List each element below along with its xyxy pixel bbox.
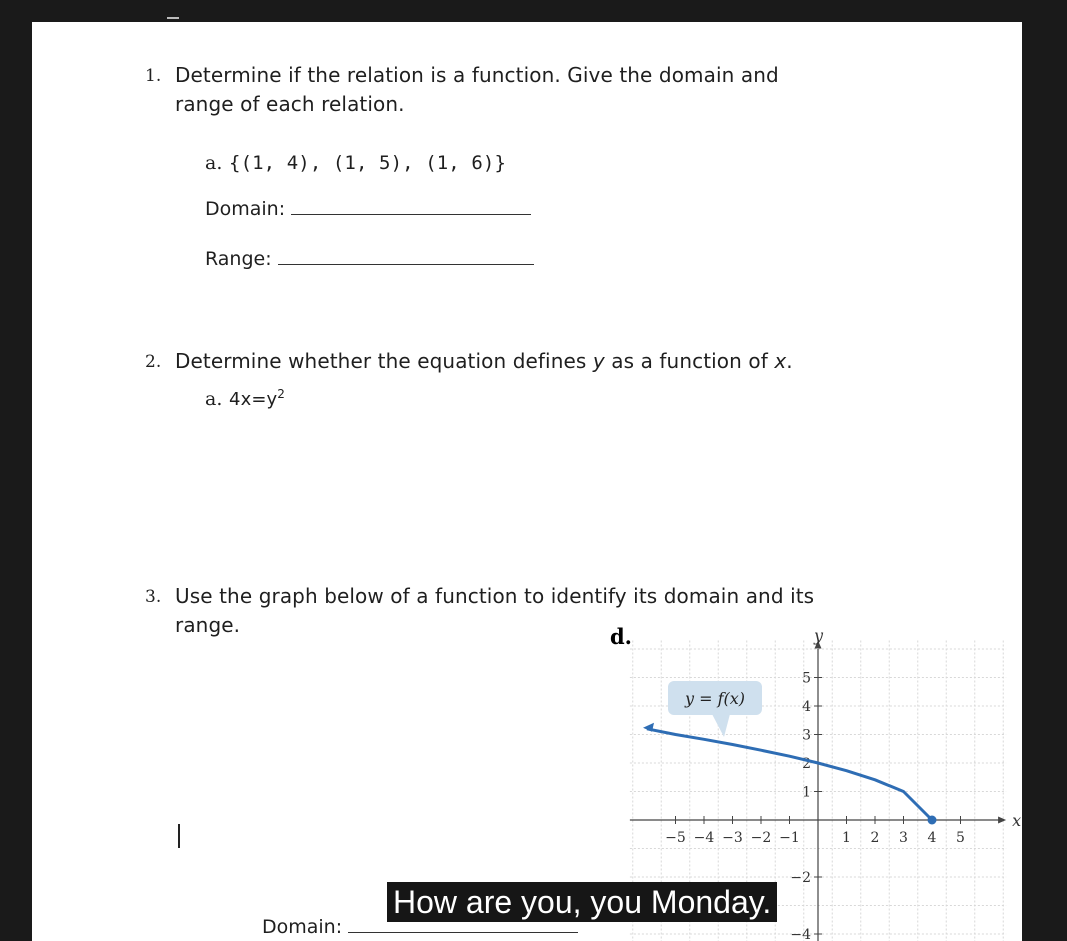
x-tick-label: 3 <box>899 830 908 846</box>
q1-domain-field <box>205 198 531 220</box>
x-tick-label: −5 <box>665 830 686 846</box>
x-tick-label: −2 <box>750 830 772 846</box>
q1-part-a <box>205 148 506 178</box>
q3-domain-label: Domain: <box>262 916 343 938</box>
q1-part-a-set: {(1, 4), (1, 5), (1, 6)} <box>229 152 506 174</box>
y-tick-label: −2 <box>790 870 811 886</box>
q3-text-line1: Use the graph below of a function to identify its domain and its <box>175 584 815 608</box>
q1-range-blank[interactable] <box>278 264 534 265</box>
x-tick-label: 2 <box>870 830 880 846</box>
y-tick-label: 2 <box>802 756 811 772</box>
q1-domain-blank[interactable] <box>291 214 531 215</box>
q2-var-x: x <box>774 349 787 373</box>
q2-text <box>175 347 793 376</box>
curve-endpoint <box>928 816 937 825</box>
graph-callout <box>668 681 762 737</box>
q3-number: 3. <box>145 587 162 607</box>
q2-equation-exponent: 2 <box>277 387 286 401</box>
x-tick-label: 4 <box>927 830 937 846</box>
q1-text-line2: range of each relation. <box>175 92 405 116</box>
y-tick-label: 1 <box>802 784 811 801</box>
y-tick-label: 5 <box>802 670 811 687</box>
y-axis-label: y <box>814 626 824 645</box>
callout-text: y = f(x) <box>684 689 746 708</box>
q2-text-pre: Determine whether the equation defines <box>175 349 593 373</box>
q2-part-a-label: a. <box>205 388 223 410</box>
q1-range-label: Range: <box>205 248 272 270</box>
q2-equation <box>229 389 285 410</box>
callout-pointer <box>712 714 730 737</box>
y-tick-label: −4 <box>790 927 811 941</box>
x-tick-label: −4 <box>693 830 715 846</box>
q2-number: 2. <box>145 352 162 372</box>
q1-range-field <box>205 248 534 270</box>
q1-text-line1: Determine if the relation is a function. Give the domain and <box>175 63 779 87</box>
q1-text <box>175 61 779 119</box>
text-cursor <box>178 824 180 848</box>
top-bar-mark <box>167 17 179 19</box>
q1-domain-label: Domain: <box>205 198 286 220</box>
video-subtitle: How are you, you Monday. <box>387 882 777 922</box>
x-axis-label: x <box>1012 811 1022 830</box>
graph-label: d. <box>610 624 632 649</box>
q1-part-a-label: a. <box>205 152 223 174</box>
x-tick-label: 5 <box>956 830 965 846</box>
y-tick-label: 3 <box>802 727 811 744</box>
y-tick-label: 4 <box>802 699 811 715</box>
graph-curve-group <box>643 723 937 825</box>
top-bar <box>0 0 1067 22</box>
x-tick-label: 1 <box>842 830 851 846</box>
q2-var-y: y <box>592 349 605 373</box>
q3-text-line2: range. <box>175 613 241 637</box>
q2-text-end: . <box>786 349 793 373</box>
x-tick-label: −1 <box>779 830 800 846</box>
q1-number: 1. <box>145 66 162 86</box>
q2-part-a <box>205 380 285 414</box>
x-tick-label: −3 <box>722 830 743 846</box>
q2-equation-base: 4x=y <box>229 389 278 410</box>
q3-domain-blank[interactable] <box>348 932 578 933</box>
x-axis-arrow <box>998 817 1006 824</box>
q2-text-mid: as a function of <box>604 349 775 373</box>
